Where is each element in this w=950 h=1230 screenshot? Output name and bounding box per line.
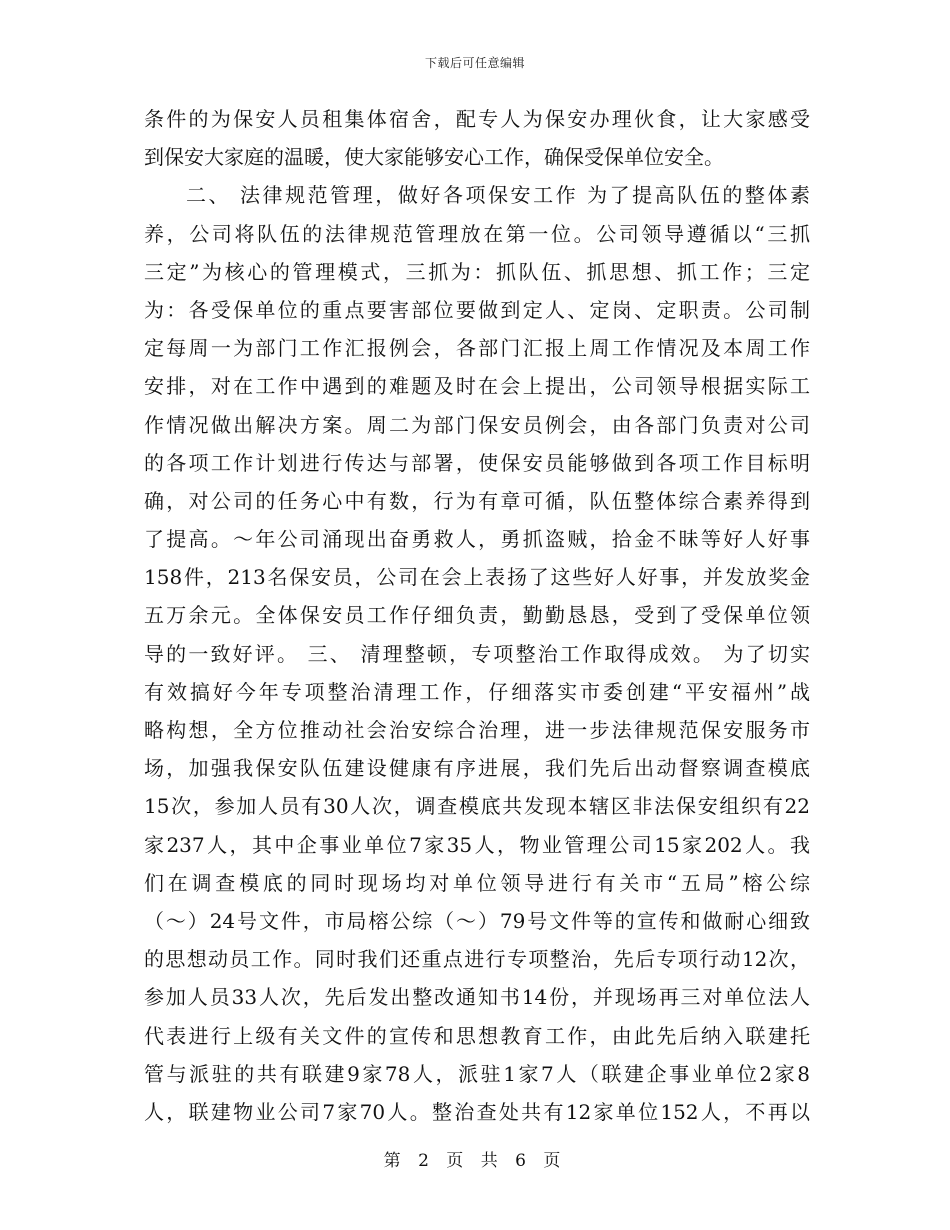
body-line-1: 条件的为保安人员租集体宿舍，配专人为保安办理伙食，让大家感受 — [144, 107, 810, 131]
page-header: 下载后可任意编辑 — [424, 56, 525, 70]
body-line-17: 略构想，全方位推动社会治安综合治理，进一步法律规范保安服务市 — [144, 718, 810, 742]
body-line-2: 到保安大家庭的温暖，使大家能够安心工作，确保受保单位安全。 — [144, 145, 724, 170]
document-body — [144, 100, 810, 1131]
body-line-10: 的各项工作计划进行传达与部署，使保安员能够做到各项工作目标明 — [144, 450, 810, 475]
body-line-13: 158件，213名保安员，公司在会上表扬了这些好人好事，并发放奖金 — [144, 565, 810, 590]
body-line-21: 们在调查模底的同时现场均对单位领导进行有关市“五局”榕公综 — [144, 870, 810, 895]
body-line-12: 了提高。～年公司涌现出奋勇救人，勇抓盗贼，拾金不昧等好人好事 — [144, 527, 810, 552]
body-line-24: 参加人员33人次，先后发出整改通知书14份，并现场再三对单位法人 — [144, 985, 810, 1010]
body-line-6: 为：各受保单位的重点要害部位要做到定人、定岗、定职责。公司制 — [144, 297, 810, 322]
body-line-16: 有效搞好今年专项整治清理工作，仔细落实市委创建“平安福州”战 — [144, 679, 810, 704]
body-line-22: （～）24号文件，市局榕公综（～）79号文件等的宣传和做耐心细致 — [144, 908, 810, 933]
body-line-4: 养，公司将队伍的法律规范管理放在第一位。公司领导遵循以“三抓 — [144, 221, 810, 246]
body-line-27: 人，联建物业公司7家70人。整治查处共有12家单位152人，不再以 — [144, 1099, 810, 1124]
body-line-3: 二、 法律规范管理，做好各项保安工作 为了提高队伍的整体素 — [186, 183, 810, 208]
body-line-11: 确，对公司的任务心中有数，行为有章可循，队伍整体综合素养得到 — [144, 488, 810, 513]
body-line-20: 家237人，其中企事业单位7家35人，物业管理公司15家202人。我 — [144, 832, 810, 857]
body-line-18: 场，加强我保安队伍建设健康有序进展，我们先后出动督察调查模底 — [144, 756, 810, 781]
body-line-5: 三定”为核心的管理模式，三抓为：抓队伍、抓思想、抓工作；三定 — [144, 259, 810, 284]
body-line-8: 安排，对在工作中遇到的难题及时在会上提出，公司领导根据实际工 — [144, 374, 810, 399]
page-number-footer: 第 2 页 共 6 页 — [383, 1151, 567, 1171]
body-line-14: 五万余元。全体保安员工作仔细负责，勤勤恳恳，受到了受保单位领 — [144, 603, 810, 628]
body-line-25: 代表进行上级有关文件的宣传和思想教育工作，由此先后纳入联建托 — [144, 1023, 810, 1048]
body-line-15: 导的一致好评。 三、 清理整顿，专项整治工作取得成效。 为了切实 — [144, 641, 810, 666]
body-line-26: 管与派驻的共有联建9家78人，派驻1家7人（联建企事业单位2家8 — [144, 1061, 810, 1086]
body-line-19: 15次，参加人员有30人次，调查模底共发现本辖区非法保安组织有22 — [144, 794, 810, 819]
body-line-7: 定每周一为部门工作汇报例会，各部门汇报上周工作情况及本周工作 — [144, 336, 810, 361]
body-line-23: 的思想动员工作。同时我们还重点进行专项整治，先后专项行动12次， — [144, 947, 810, 972]
body-line-9: 作情况做出解决方案。周二为部门保安员例会，由各部门负责对公司 — [144, 412, 810, 437]
